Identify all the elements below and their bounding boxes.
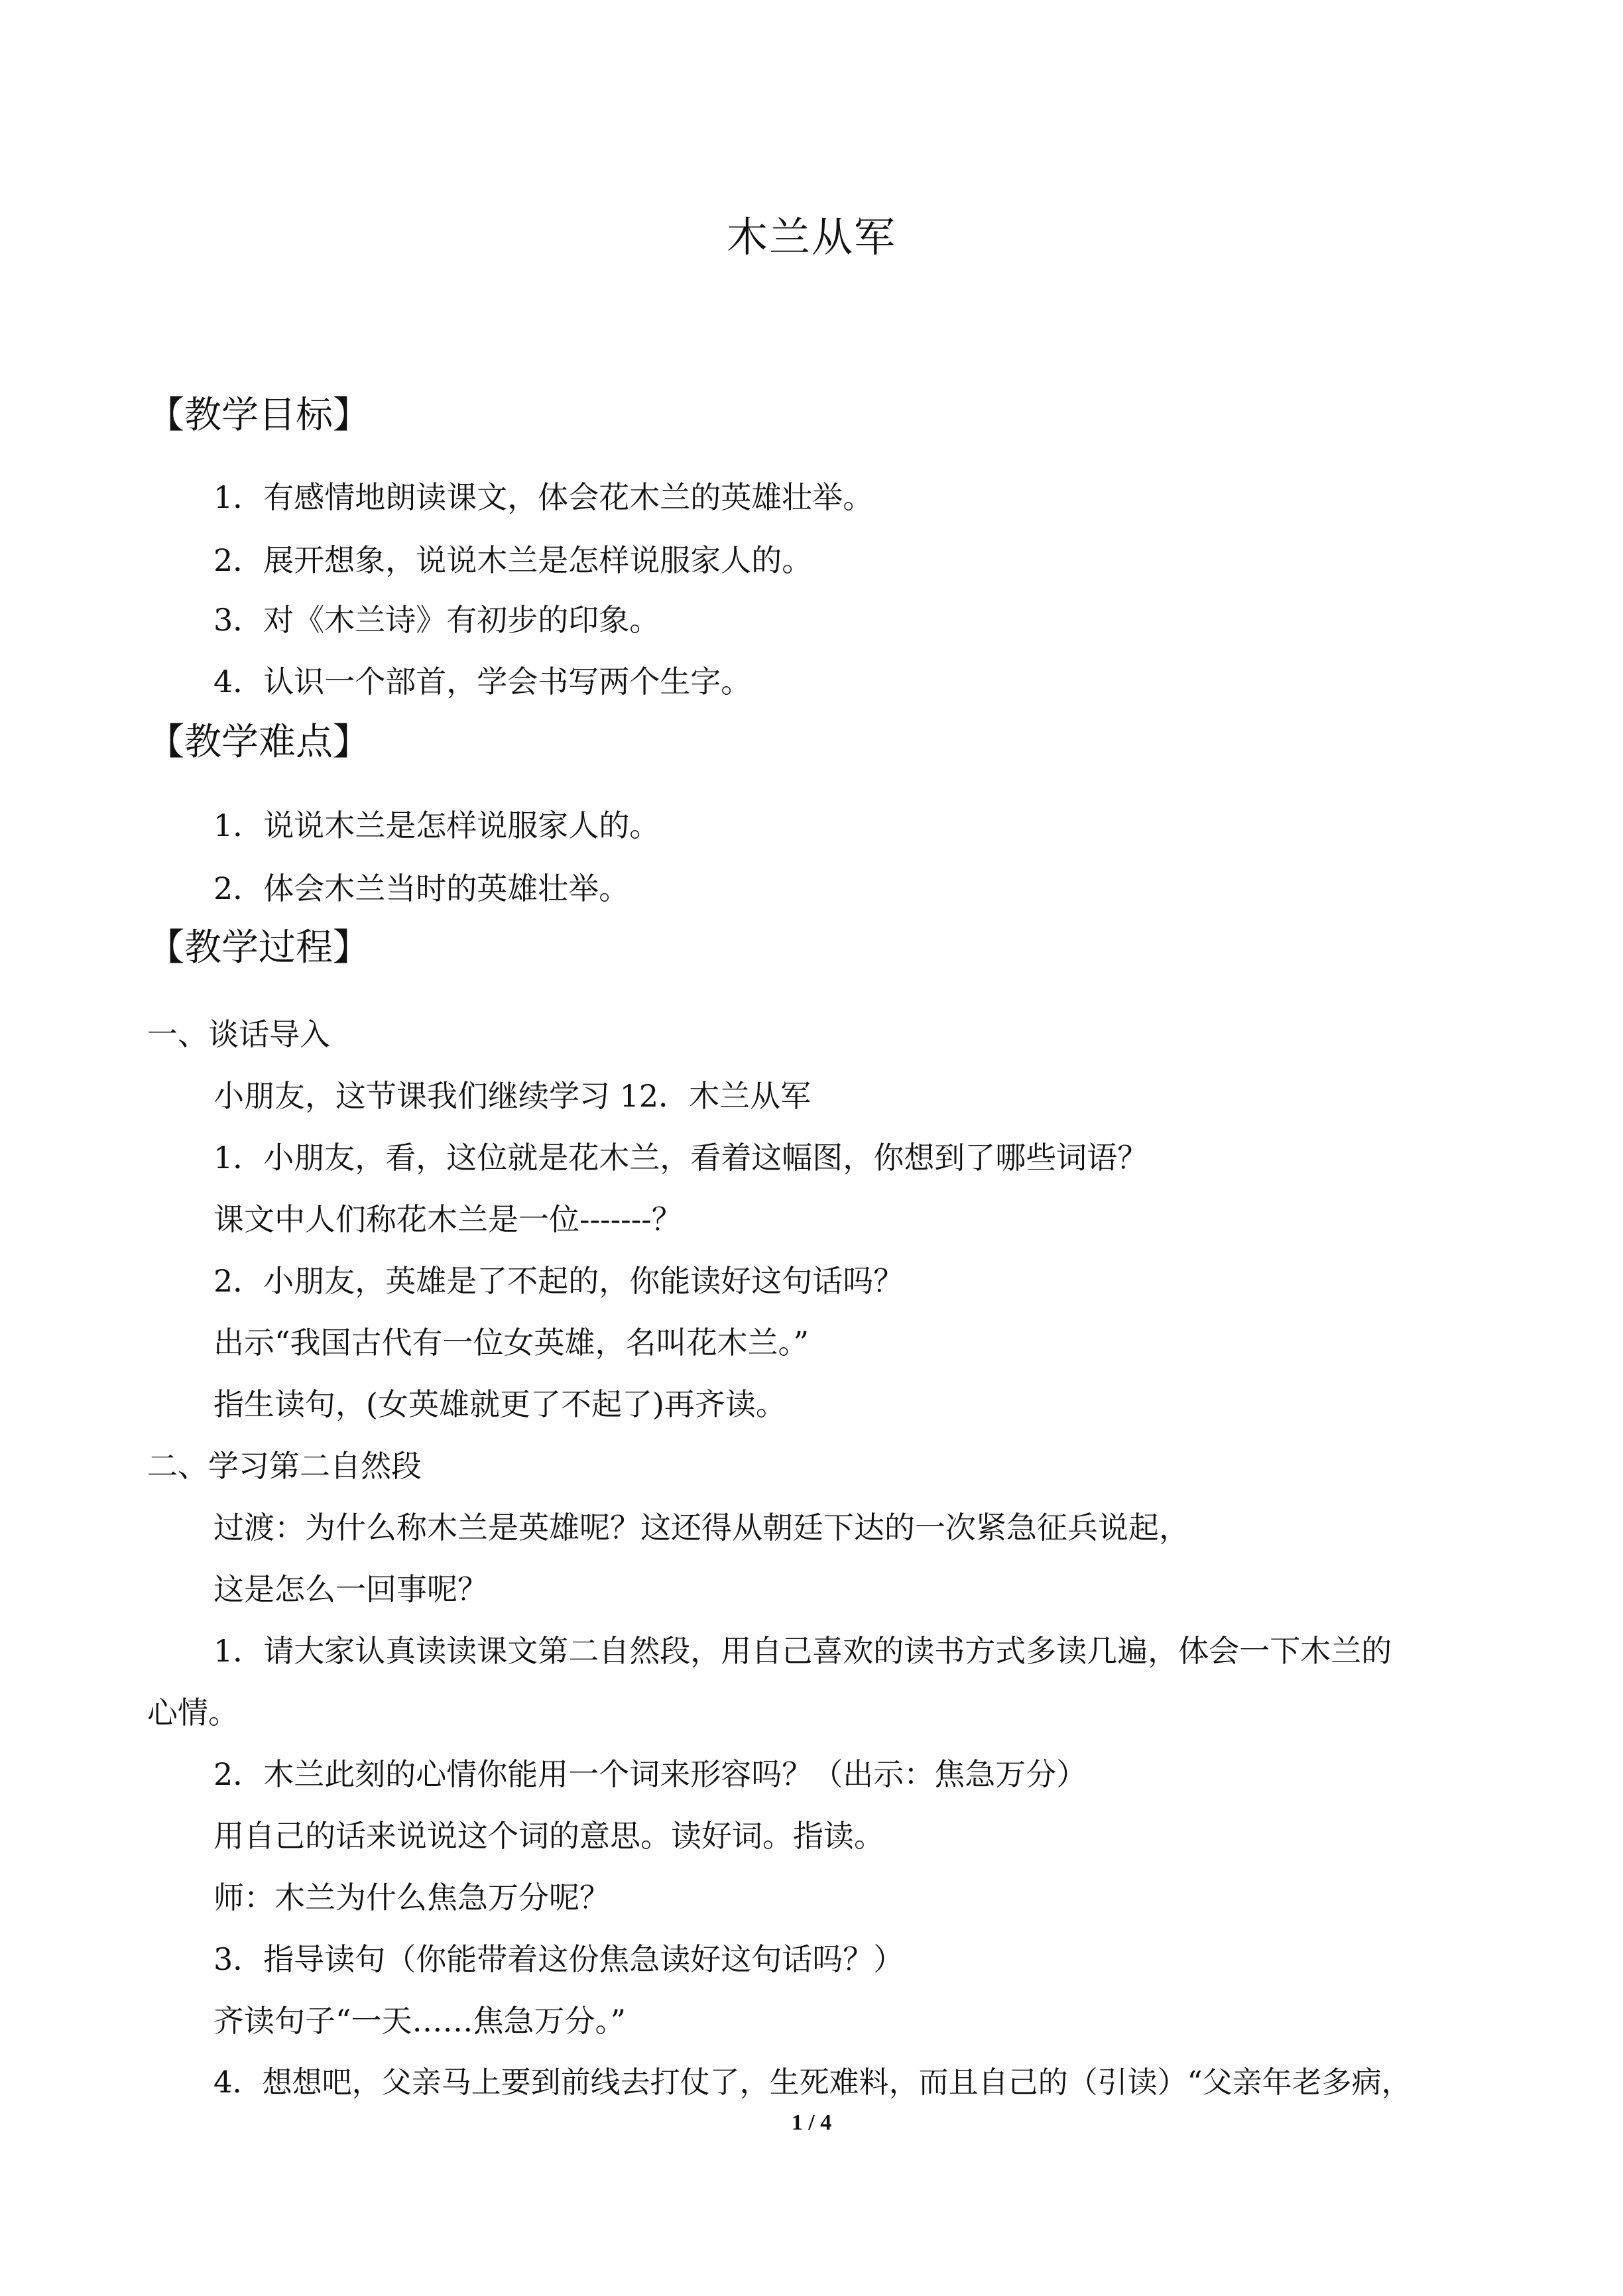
process-part2-line-8: 3．指导读句（你能带着这份焦急读好这句话吗？）: [213, 1941, 904, 1977]
section-heading-difficulties: 【教学难点】: [147, 721, 370, 764]
section-heading-process: 【教学过程】: [147, 926, 370, 969]
goal-item-1: 1．有感情地朗读课文，体会花木兰的英雄壮举。: [213, 479, 874, 515]
page-number: 1 / 4: [791, 2110, 832, 2135]
process-part1-line-3: 课文中人们称花木兰是一位-------？: [213, 1201, 682, 1237]
process-part1-line-5: 出示“我国古代有一位女英雄，名叫花木兰。”: [213, 1325, 810, 1360]
goal-item-2: 2．展开想象，说说木兰是怎样说服家人的。: [213, 542, 813, 578]
process-part2-line-5: 2．木兰此刻的心情你能用一个词来形容吗？（出示：焦急万分）: [213, 1756, 1087, 1792]
process-part1-line-1: 小朋友，这节课我们继续学习 12．木兰从军: [213, 1078, 812, 1114]
process-part1-title: 一、谈话导入: [147, 1016, 330, 1052]
process-part1-line-4: 2．小朋友，英雄是了不起的，你能读好这句话吗？: [213, 1263, 904, 1299]
process-part2-line-6: 用自己的话来说说这个词的意思。读好词。指读。: [213, 1818, 884, 1854]
goal-item-3: 3．对《木兰诗》有初步的印象。: [213, 602, 660, 638]
goal-item-4: 4．认识一个部首，学会书写两个生字。: [213, 664, 752, 699]
process-part2-line-10: 4．想想吧，父亲马上要到前线去打仗了，生死难料，而且自己的（引读）“父亲年老多病，: [213, 2065, 1412, 2100]
page-title: 木兰从军: [726, 213, 896, 261]
section-heading-goals: 【教学目标】: [147, 394, 370, 437]
process-part1-line-2: 1．小朋友，看，这位就是花木兰，看着这幅图，你想到了哪些词语？: [213, 1140, 1148, 1176]
process-part2-title: 二、学习第二自然段: [147, 1448, 422, 1484]
process-part2-line-9: 齐读句子“一天……焦急万分。”: [213, 2003, 627, 2039]
process-part2-line-3: 1．请大家认真读读课文第二自然段，用自己喜欢的读书方式多读几遍，体会一下木兰的: [213, 1633, 1392, 1669]
process-part2-line-7: 师：木兰为什么焦急万分呢？: [213, 1880, 610, 1915]
process-part2-line-2: 这是怎么一回事呢？: [213, 1571, 488, 1607]
difficulty-item-2: 2．体会木兰当时的英雄壮举。: [213, 871, 630, 906]
difficulty-item-1: 1．说说木兰是怎样说服家人的。: [213, 808, 660, 843]
process-part2-line-1: 过渡：为什么称木兰是英雄呢？这还得从朝廷下达的一次紧急征兵说起，: [213, 1510, 1189, 1545]
process-part2-line-4: 心情。: [147, 1695, 239, 1730]
process-part1-line-6: 指生读句，(女英雄就更了不起了)再齐读。: [213, 1386, 786, 1422]
